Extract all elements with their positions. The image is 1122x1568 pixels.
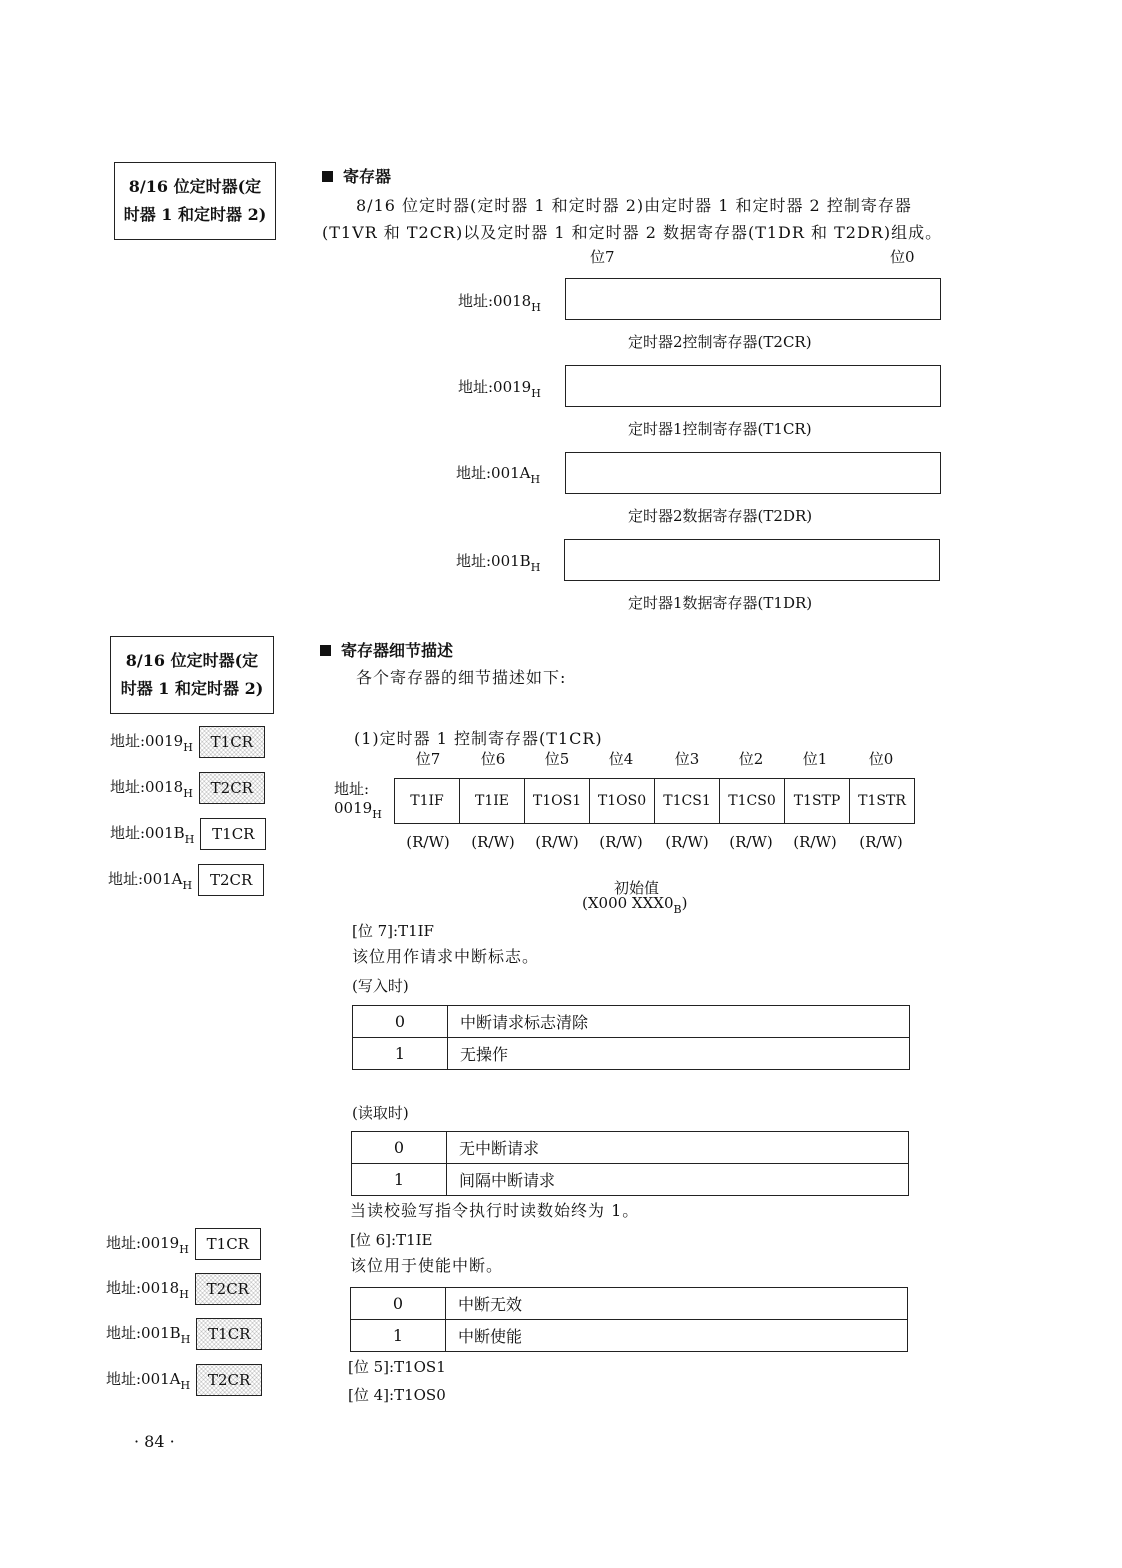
table-row [351, 1288, 908, 1320]
initial-value: (X000 $XXX0_B$) [582, 894, 688, 916]
bit-cell-t1ie: T1IE [460, 779, 525, 824]
sidebar-address-row: 地址$:001A_H$ T2CR [106, 1364, 262, 1396]
table-cell: 0 [352, 1132, 447, 1164]
bit-cell-t1if: T1IF [395, 779, 460, 824]
sidebar-address-row: 地址$:001B_H$ T1CR [106, 1318, 262, 1350]
register-box-t1dr [564, 539, 940, 581]
sidebar-address-row: 地址$:0019_H$ T1CR [106, 1228, 261, 1260]
read-note: 当读校验写指令执行时读数始终为 1。 [350, 1201, 640, 1220]
register-tag-t2cr: T2CR [198, 864, 264, 896]
bit-label: 位3 [674, 750, 700, 768]
bit-label: 位5 [544, 750, 570, 768]
register-name: 定时器1数据寄存器(T1DR) [628, 594, 813, 612]
table-cell: 1 [351, 1320, 446, 1352]
table-cell: 1 [353, 1038, 448, 1070]
initial-value-label: 初始值 [614, 879, 660, 897]
sidebar-address-row: 地址$:001B_H$ T1CR [110, 818, 266, 850]
table-row [351, 1320, 908, 1352]
bit7-description: 该位用作请求中断标志。 [352, 947, 540, 966]
table-row [353, 1006, 910, 1038]
table-cell: 无中断请求 [447, 1132, 909, 1164]
table-cell: 0 [351, 1288, 446, 1320]
t1cr-title: (1)定时器 1 控制寄存器(T1CR) [354, 729, 603, 748]
bit-cell-t1os0: T1OS0 [590, 779, 655, 824]
register-box-t2cr [565, 278, 941, 320]
register-address: 地址$:001A_H$ [456, 464, 541, 486]
sidebar-title-line-2: 时器 1 和定时器 2) [120, 679, 264, 698]
rw-label: (R/W) [729, 833, 773, 851]
bit-cell-t1stp: T1STP [785, 779, 850, 824]
register-name: 定时器2控制寄存器(T2CR) [628, 333, 812, 351]
square-bullet-icon [322, 171, 333, 182]
table-cell: 0 [353, 1006, 448, 1038]
bit6-table [350, 1287, 908, 1352]
rw-label: (R/W) [793, 833, 837, 851]
table-cell: 中断无效 [446, 1288, 908, 1320]
register-tag-t1cr: T1CR [200, 818, 266, 850]
register-name: 定时器2数据寄存器(T2DR) [628, 507, 813, 525]
bit-high-label: 位7 [590, 248, 615, 266]
sidebar-address-row: 地址$:001A_H$ T2CR [108, 864, 264, 896]
register-tag-t2cr: T2CR [199, 772, 265, 804]
bit7-heading: [位 7]:T1IF [352, 922, 434, 940]
table-row [352, 1164, 909, 1196]
table-row [352, 1132, 909, 1164]
t1cr-address-label: 地址: $0019_H$ [334, 780, 382, 821]
bit-cell-t1str: T1STR [850, 779, 915, 824]
register-address: 地址$:0018_H$ [458, 292, 541, 314]
rw-label: (R/W) [665, 833, 709, 851]
register-address: 地址$:0019_H$ [458, 378, 541, 400]
bit-low-label: 位0 [890, 248, 915, 266]
register-tag-t2cr: T2CR [195, 1273, 261, 1305]
details-intro: 各个寄存器的细节描述如下: [356, 668, 567, 687]
sidebar-title-line-2: 时器 1 和定时器 2) [123, 205, 267, 224]
bit-cell-t1os1: T1OS1 [525, 779, 590, 824]
read-label: (读取时) [352, 1104, 409, 1122]
page-number: · 84 · [134, 1432, 175, 1451]
rw-label: (R/W) [535, 833, 579, 851]
register-box-t2dr [565, 452, 941, 494]
bit-label: 位0 [868, 750, 894, 768]
registers-paragraph-line-2: (T1VR 和 T2CR)以及定时器 1 和定时器 2 数据寄存器(T1DR 和 T2DR)组成。 [322, 223, 943, 242]
bit6-heading: [位 6]:T1IE [350, 1231, 433, 1249]
register-tag-t1cr: T1CR [199, 726, 265, 758]
sidebar-title-line-1: 8/16 位定时器(定 [128, 177, 262, 196]
table-cell: 无操作 [448, 1038, 910, 1070]
table-cell: 间隔中断请求 [447, 1164, 909, 1196]
sidebar-address-row: 地址$:0018_H$ T2CR [110, 772, 265, 804]
bit-label: 位6 [480, 750, 506, 768]
register-tag-t1cr: T1CR [195, 1228, 261, 1260]
section-heading-register-details: 寄存器细节描述 [320, 638, 453, 661]
read-table [351, 1131, 909, 1196]
bit-label: 位2 [738, 750, 764, 768]
bit-cell-t1cs0: T1CS0 [720, 779, 785, 824]
register-address: 地址$:001B_H$ [456, 552, 541, 574]
registers-paragraph-line-1: 8/16 位定时器(定时器 1 和定时器 2)由定时器 1 和定时器 2 控制寄存器 [356, 196, 912, 215]
sidebar-address-row: 地址$:0019_H$ T1CR [110, 726, 265, 758]
bit4-heading: [位 4]:T1OS0 [348, 1386, 446, 1404]
sidebar-title-box-2 [110, 636, 274, 714]
rw-label: (R/W) [471, 833, 515, 851]
sidebar-title-line-1: 8/16 位定时器(定 [125, 651, 259, 670]
rw-label: (R/W) [859, 833, 903, 851]
rw-label: (R/W) [599, 833, 643, 851]
bit-cell-t1cs1: T1CS1 [655, 779, 720, 824]
square-bullet-icon [320, 645, 331, 656]
bit6-description: 该位用于使能中断。 [350, 1256, 504, 1275]
table-cell: 中断请求标志清除 [448, 1006, 910, 1038]
write-table [352, 1005, 910, 1070]
write-label: (写入时) [352, 977, 409, 995]
register-tag-t2cr: T2CR [196, 1364, 262, 1396]
bit-label: 位1 [802, 750, 828, 768]
sidebar-title-box-1 [114, 162, 276, 240]
register-box-t1cr [565, 365, 941, 407]
table-cell: 1 [352, 1164, 447, 1196]
bit-label: 位7 [415, 750, 441, 768]
t1cr-bit-table [394, 778, 915, 824]
sidebar-address-row: 地址$:0018_H$ T2CR [106, 1273, 261, 1305]
table-cell: 中断使能 [446, 1320, 908, 1352]
table-row [353, 1038, 910, 1070]
bit5-heading: [位 5]:T1OS1 [348, 1358, 446, 1376]
section-heading-registers: 寄存器 [322, 164, 391, 187]
register-name: 定时器1控制寄存器(T1CR) [628, 420, 812, 438]
bit-label: 位4 [608, 750, 634, 768]
rw-label: (R/W) [406, 833, 450, 851]
register-tag-t1cr: T1CR [196, 1318, 262, 1350]
